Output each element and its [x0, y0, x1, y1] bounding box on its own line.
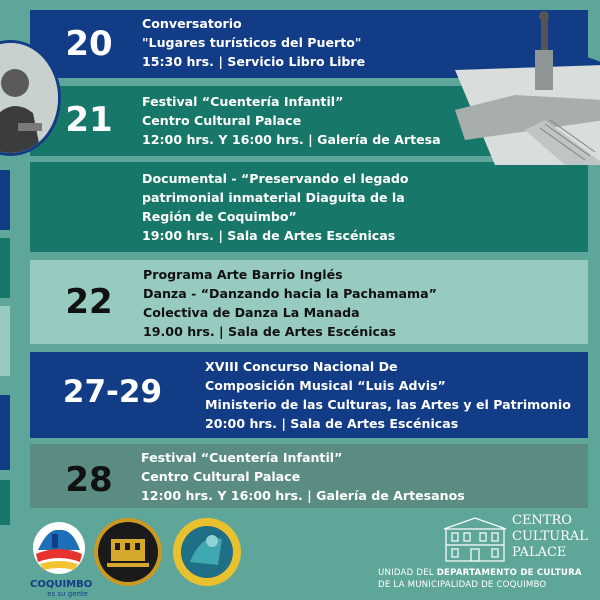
event-line: 15:30 hrs. | Servicio Libro Libre	[142, 54, 366, 69]
event-line: patrimonial inmaterial Diaguita de la	[142, 190, 405, 205]
event-line: Danza - “Danzando hacia la Pachamama”	[143, 286, 437, 301]
event-22-band	[30, 260, 588, 344]
event-line: Ministerio de las Culturas, las Artes y el Patrimonio	[205, 397, 571, 412]
event-line: 12:00 hrs. Y 16:00 hrs. | Galería de Artesanos	[141, 488, 465, 503]
event-day: 28	[65, 460, 113, 500]
palace-logo-line3: PALACE	[512, 545, 567, 560]
event-line: 12:00 hrs. Y 16:00 hrs. | Galería de Artesa	[142, 132, 441, 147]
event-line: Colectiva de Danza La Manada	[143, 305, 360, 320]
event-documental-band	[30, 162, 588, 252]
event-line: 19:00 hrs. | Sala de Artes Escénicas	[142, 228, 396, 243]
event-day: 21	[65, 100, 113, 140]
event-line: Composición Musical “Luis Advis”	[205, 378, 446, 393]
event-line: 19.00 hrs. | Sala de Artes Escénicas	[143, 324, 397, 339]
event-day: 22	[65, 282, 113, 322]
footer-department: DEPARTAMENTO DE CULTURA	[436, 568, 582, 578]
centro-cultural-palace-logo	[440, 513, 590, 565]
event-details	[143, 265, 437, 341]
event-line: Festival “Cuentería Infantil”	[141, 450, 343, 465]
palace-logo-line1: CENTRO	[512, 513, 572, 528]
event-line: Documental - “Preservando el legado	[142, 171, 409, 186]
footer-credit	[378, 567, 590, 591]
event-details	[142, 169, 409, 245]
event-line: Región de Coquimbo”	[142, 209, 297, 224]
event-27-29-band	[30, 352, 588, 438]
event-details	[141, 448, 465, 505]
coquimbo-name: COQUIMBO	[30, 579, 93, 590]
event-line: Centro Cultural Palace	[141, 469, 301, 484]
event-day: 27-29	[62, 374, 163, 410]
coquimbo-logo	[30, 520, 93, 598]
event-line: Centro Cultural Palace	[142, 113, 302, 128]
footer-municipality: DE LA MUNICIPALIDAD DE COQUIMBO	[378, 580, 547, 590]
event-line: Programa Arte Barrio Inglés	[143, 267, 343, 282]
event-line: Festival “Cuentería Infantil”	[142, 94, 344, 109]
monument-photo	[455, 10, 600, 165]
event-details	[205, 357, 571, 433]
footer-prefix: UNIDAD DEL	[378, 568, 437, 578]
event-details	[142, 14, 365, 71]
event-details	[142, 92, 441, 149]
palace-logo-line2: CULTURAL	[512, 529, 588, 544]
event-line: 20:00 hrs. | Sala de Artes Escénicas	[205, 416, 459, 431]
event-line: XVIII Concurso Nacional De	[205, 359, 398, 374]
barrio-ingles-logo	[172, 517, 242, 587]
event-day: 20	[65, 24, 113, 64]
event-line: Conversatorio	[142, 16, 242, 31]
coquimbo-tagline: es su gente	[47, 590, 88, 598]
event-line: "Lugares turísticos del Puerto"	[142, 35, 362, 50]
palace-gold-logo	[93, 517, 163, 587]
event-28-band	[30, 444, 588, 508]
